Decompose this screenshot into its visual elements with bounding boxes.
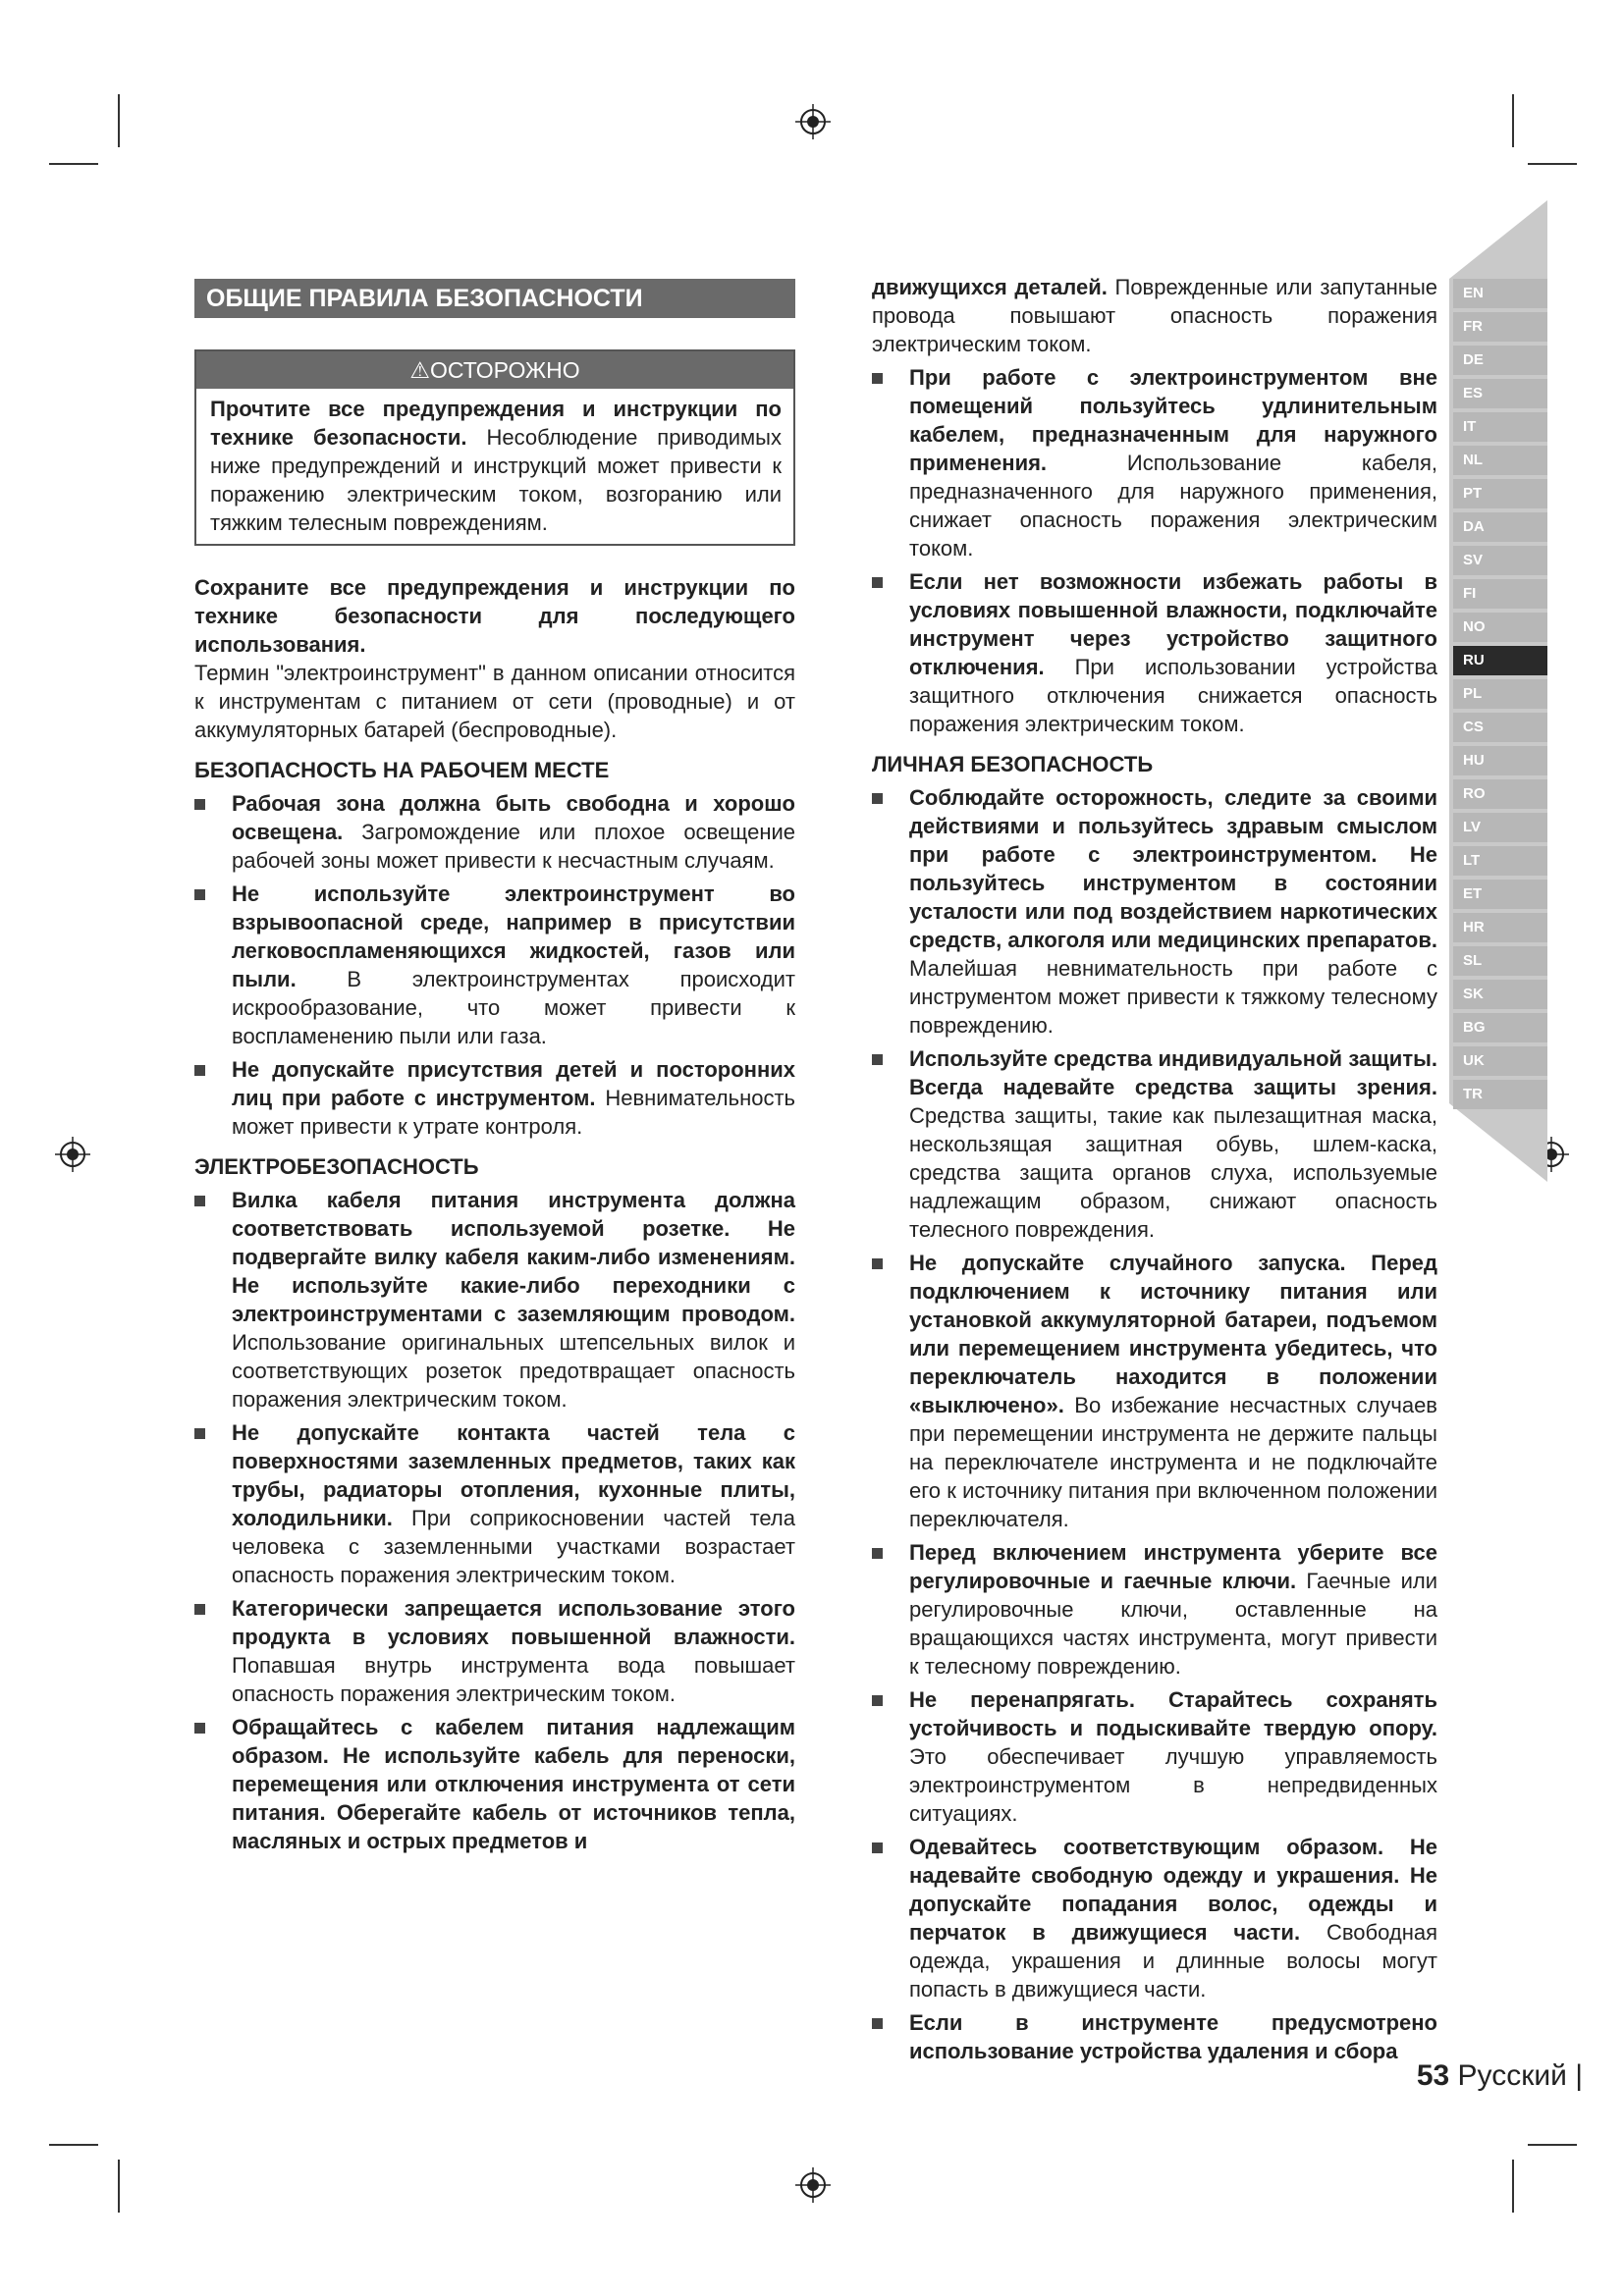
footer-language: Русский — [1457, 2059, 1567, 2092]
language-tab-lt[interactable]: LT — [1453, 846, 1547, 876]
crop-mark — [118, 94, 120, 147]
list-item: Если нет возможности избежать работы в условиях повышенной влажности, подключайте инструмент через устройство защитного отключения. При использовании устройства защитного отключения снижается опасность поражения электрическим током. — [872, 567, 1437, 738]
language-tab-hr[interactable]: HR — [1453, 913, 1547, 942]
language-tab-fi[interactable]: FI — [1453, 579, 1547, 609]
language-tab-hu[interactable]: HU — [1453, 746, 1547, 775]
crop-mark — [49, 163, 98, 165]
crop-mark — [1528, 2144, 1577, 2146]
intro-text: Термин "электроинструмент" в данном описании относится к инструментам с питанием от сети (проводные) и от аккумуляторных батарей (беспроводные). — [194, 661, 795, 742]
footer-separator: | — [1575, 2059, 1583, 2092]
left-column — [194, 573, 795, 1855]
list-item: Не допускайте присутствия детей и посторонних лиц при работе с инструментом. Невнимательность может привести к утрате контроля. — [194, 1055, 795, 1141]
list-item: Вилка кабеля питания инструмента должна соответствовать используемой розетке. Не подвергайте вилку кабеля каким-либо изменениям. Не используйте какие-либо переходники с электроинструментами с заземляющим проводом. Использование оригинальных штепсельных вилок и соответствующих розеток предотвращает опасность поражения электрическим током. — [194, 1186, 795, 1414]
language-tab-ro[interactable]: RO — [1453, 779, 1547, 809]
language-tab-nl[interactable]: NL — [1453, 446, 1547, 475]
crop-mark — [1512, 94, 1514, 147]
crop-mark — [118, 2160, 120, 2213]
language-tab-fr[interactable]: FR — [1453, 312, 1547, 342]
electrical-title: ЭЛЕКТРОБЕЗОПАСНОСТЬ — [194, 1154, 479, 1179]
warning-heading: ⚠ОСТОРОЖНО — [196, 351, 793, 389]
warning-triangle-icon: ⚠ — [409, 357, 430, 383]
language-tab-pt[interactable]: PT — [1453, 479, 1547, 508]
registration-mark-icon — [795, 2167, 831, 2203]
electrical-list — [194, 1186, 795, 1855]
list-item: Не допускайте случайного запуска. Перед подключением к источнику питания или установкой аккумуляторной батареи, подъемом или перемещением инструмента убедитесь, что переключатель находится в положении «выключено». Во избежание несчастных случаев при перемещении инструмента не держите пальцы на переключателе инструмента и не подключайте его к источнику питания при включенном положении переключателя. — [872, 1249, 1437, 1533]
list-item: Если в инструменте предусмотрено использование устройства удаления и сбора — [872, 2008, 1437, 2065]
language-tab-et[interactable]: ET — [1453, 880, 1547, 909]
language-tab-sl[interactable]: SL — [1453, 946, 1547, 976]
list-item: Используйте средства индивидуальной защиты. Всегда надевайте средства защиты зрения. Средства защиты, такие как пылезащитная маска, нескользящая защитная обувь, шлем-каска, средства защита органов слуха, используемые надлежащим образом, снижают опасность телесного повреждения. — [872, 1044, 1437, 1244]
language-tab-lv[interactable]: LV — [1453, 813, 1547, 842]
page-footer — [1417, 2059, 1583, 2093]
intro-bold: Сохраните все предупреждения и инструкции по технике безопасности для последующего использования. — [194, 575, 795, 657]
list-item: Рабочая зона должна быть свободна и хорошо освещена. Загромождение или плохое освещение рабочей зоны может привести к несчастным случаям. — [194, 789, 795, 875]
language-tab-sk[interactable]: SK — [1453, 980, 1547, 1009]
crop-mark — [1528, 163, 1577, 165]
list-item: Одевайтесь соответствующим образом. Не надевайте свободную одежду и украшения. Не допускайте попадания волос, одежды и перчаток в движущиеся части. Свободная одежда, украшения и длинные волосы могут попасть в движущиеся части. — [872, 1833, 1437, 2003]
continued-text: движущихся деталей. Поврежденные или запутанные провода повышают опасность поражения электрическим током. — [872, 275, 1437, 356]
electrical-list-continued — [872, 363, 1437, 738]
page-number: 53 — [1416, 2059, 1450, 2092]
list-item: Категорически запрещается использование этого продукта в условиях повышенной влажности. Попавшая внутрь инструмента вода повышает опасность поражения электрическим током. — [194, 1594, 795, 1708]
list-item: Не используйте электроинструмент во взрывоопасной среде, например в присутствии легковоспламеняющихся жидкостей, газов или пыли. В электроинструментах происходит искрообразование, что может привести к воспламенению пыли или газа. — [194, 880, 795, 1050]
language-tab-uk[interactable]: UK — [1453, 1046, 1547, 1076]
language-tab-it[interactable]: IT — [1453, 412, 1547, 442]
language-tab-da[interactable]: DA — [1453, 512, 1547, 542]
language-tab-ru[interactable]: RU — [1453, 646, 1547, 675]
crop-mark — [49, 2144, 98, 2146]
personal-title: ЛИЧНАЯ БЕЗОПАСНОСТЬ — [872, 752, 1154, 776]
language-tab-bg[interactable]: BG — [1453, 1013, 1547, 1042]
warning-box — [194, 349, 795, 546]
registration-mark-icon — [795, 104, 831, 139]
language-tab-pl[interactable]: PL — [1453, 679, 1547, 709]
warning-text: Прочтите все предупреждения и инструкции по технике безопасности. Несоблюдение приводимых ниже предупреждений и инструкций может привести к поражению электрическим током, возгоранию или тяжким телесным повреждениям. — [210, 397, 782, 535]
language-tab-de[interactable]: DE — [1453, 346, 1547, 375]
language-tab-en[interactable]: EN — [1453, 279, 1547, 308]
list-item: Перед включением инструмента уберите все регулировочные и гаечные ключи. Гаечные или регулировочные ключи, оставленные на вращающихся частях инструмента, могут привести к телесному повреждению. — [872, 1538, 1437, 1681]
language-tab-es[interactable]: ES — [1453, 379, 1547, 408]
registration-mark-icon — [55, 1137, 90, 1172]
language-tab-no[interactable]: NO — [1453, 613, 1547, 642]
work-area-list — [194, 789, 795, 1141]
language-tab-tr[interactable]: TR — [1453, 1080, 1547, 1109]
personal-list — [872, 783, 1437, 2065]
right-column — [872, 273, 1437, 2065]
work-area-title: БЕЗОПАСНОСТЬ НА РАБОЧЕМ МЕСТЕ — [194, 758, 610, 782]
language-tab-sv[interactable]: SV — [1453, 546, 1547, 575]
section-title-bar: ОБЩИЕ ПРАВИЛА БЕЗОПАСНОСТИ — [194, 279, 795, 318]
list-item: Не перенапрягать. Старайтесь сохранять устойчивость и подыскивайте твердую опору. Это обеспечивает лучшую управляемость электроинструментом в непредвиденных ситуациях. — [872, 1685, 1437, 1828]
list-item: При работе с электроинструментом вне помещений пользуйтесь удлинительным кабелем, предназначенным для наружного применения. Использование кабеля, предназначенного для наружного применения, снижает опасность поражения электрическим током. — [872, 363, 1437, 562]
list-item: Не допускайте контакта частей тела с поверхностями заземленных предметов, таких как трубы, радиаторы отопления, кухонные плиты, холодильники. При соприкосновении частей тела человека с заземленными участками возрастает опасность поражения электрическим током. — [194, 1418, 795, 1589]
crop-mark — [1512, 2160, 1514, 2213]
list-item: Обращайтесь с кабелем питания надлежащим образом. Не используйте кабель для переноски, перемещения или отключения инструмента от сети питания. Оберегайте кабель от источников тепла, масляных и острых предметов и — [194, 1713, 795, 1855]
list-item: Соблюдайте осторожность, следите за своими действиями и пользуйтесь здравым смыслом при работе с электроинструментом. Не пользуйтесь инструментом в состоянии усталости или под воздействием наркотических средств, алкоголя или медицинских препаратов. Малейшая невнимательность при работе с инструментом может привести к тяжкому телесному повреждению. — [872, 783, 1437, 1040]
language-tab-cs[interactable]: CS — [1453, 713, 1547, 742]
